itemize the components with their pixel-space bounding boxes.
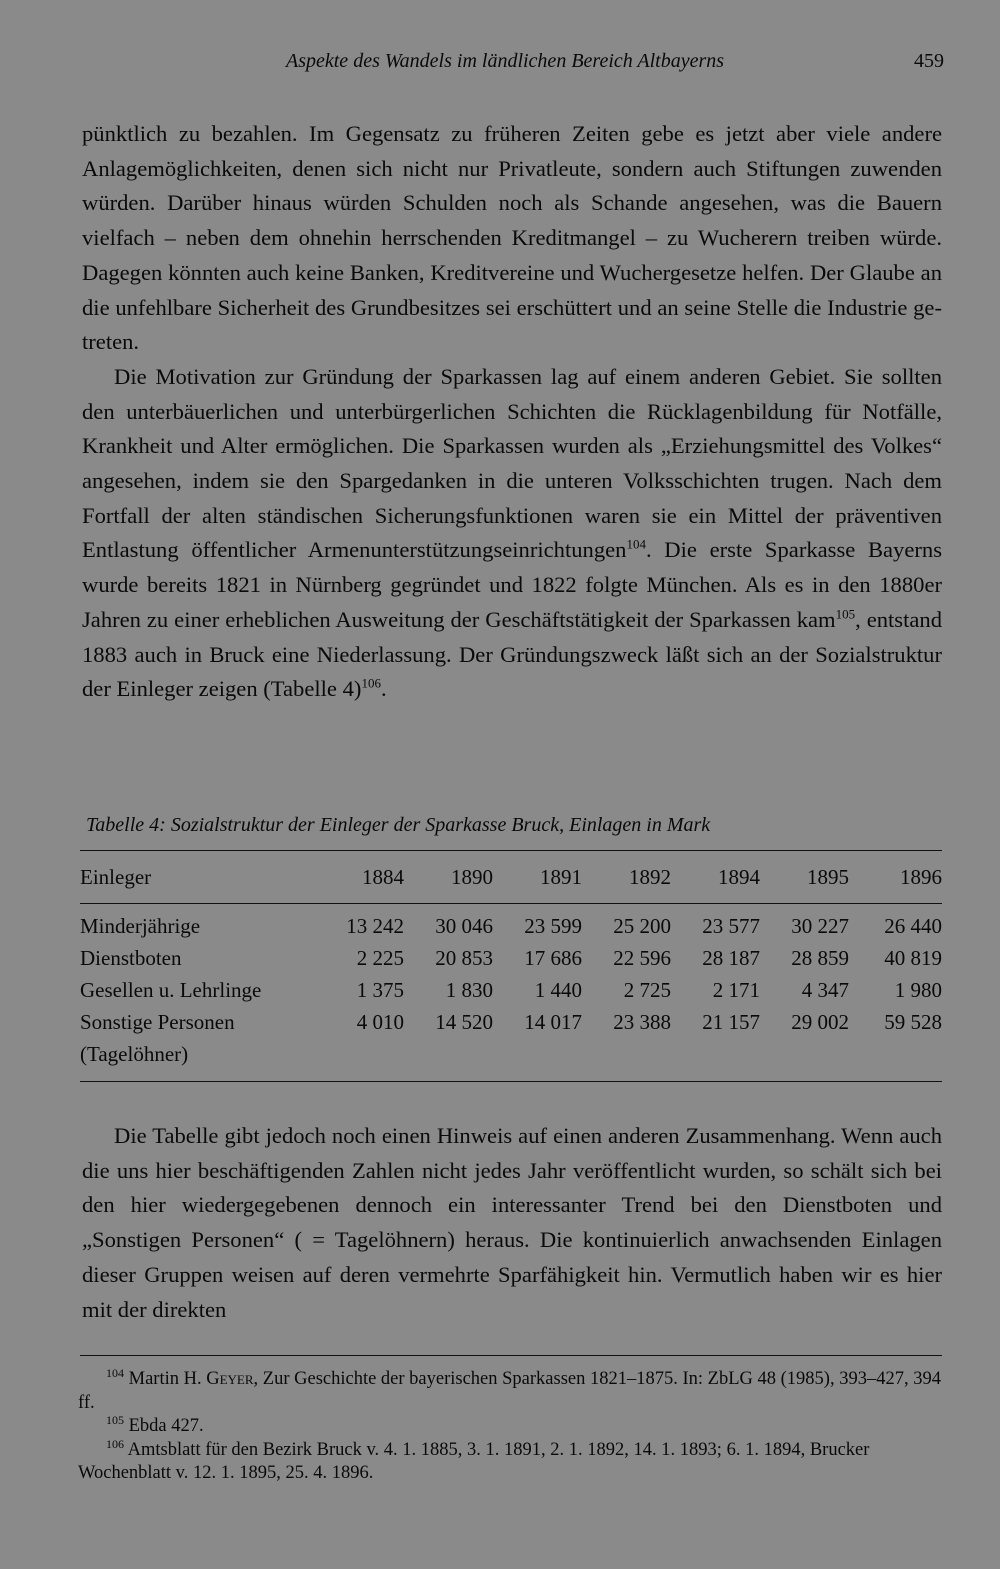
footnote-104 bbox=[78, 1365, 942, 1415]
table-cell: 2 171 bbox=[712, 978, 760, 1002]
footnote-text: Amtsblatt für den Bezirk Bruck v. 4. 1. 1885, 3. 1. 1891, 2. 1. 1892, 14. 1. 1893; 6. 1. 1894, Brucker Wochenblatt v. 12. 1. 1895, 25. 4. 1896. bbox=[78, 1439, 870, 1483]
table-cell: 40 819 bbox=[884, 946, 942, 970]
table-cell: 14 017 bbox=[524, 1010, 582, 1034]
table-cell: 23 388 bbox=[613, 1010, 671, 1034]
table-header bbox=[80, 859, 942, 895]
table-cell bbox=[315, 1042, 404, 1074]
year-header: 1895 bbox=[807, 864, 849, 889]
paragraph-3: Die Tabelle gibt jedoch noch einen Hinweis auf einen anderen Zusammenhang. Wenn auch die uns hier beschäftigenden Zahlen nicht jedes Jahr veröffentlicht wurden, so schält sich bei den hier wiedergegebenen dennoch ein interessanter Trend bei den Dienstboten und „Sonstigen Personen“ ( = Tagelöhnern) heraus. Die kontinuierlich anwachsenden Einlagen dieser Gruppen weisen auf deren vermehrte Sparfähigkeit hin. Vermutlich haben wir es hier mit der direkten bbox=[82, 1123, 942, 1322]
table-cell bbox=[493, 1042, 582, 1074]
table-cell bbox=[849, 1042, 942, 1074]
row-label: Dienstboten bbox=[80, 946, 182, 970]
table-cell bbox=[760, 1042, 849, 1074]
table-cell bbox=[582, 1042, 671, 1074]
table-body bbox=[80, 914, 942, 1074]
row-label: Minderjährige bbox=[80, 914, 201, 938]
table-cell: 1 830 bbox=[445, 978, 493, 1002]
body-text-upper bbox=[82, 117, 942, 707]
table-cell: 21 157 bbox=[702, 1010, 760, 1034]
footnote-number: 104 bbox=[106, 1365, 124, 1380]
page-number: 459 bbox=[914, 50, 944, 72]
footnote-ref-105: 105 bbox=[835, 606, 856, 622]
paragraph-2-part-b: . Die erste Sparkasse Bayerns wurde bereits 1821 in Nürnberg gegründet und 1822 folgte München. Als es in den 1880er Jahren zu einer erheblichen Ausweitung der Geschäftstätigkeit der Sparkassen kam bbox=[82, 537, 942, 632]
footnote-author-first: Martin H. bbox=[128, 1369, 202, 1389]
year-header: 1894 bbox=[718, 864, 760, 889]
row-label: (Tagelöhner) bbox=[80, 1042, 189, 1066]
footnote-separator bbox=[80, 1355, 942, 1356]
footnote-105 bbox=[78, 1412, 942, 1439]
table-cell: 4 347 bbox=[801, 978, 849, 1002]
table-cell: 23 599 bbox=[524, 914, 582, 938]
running-title: Aspekte des Wandels im ländlichen Bereich Altbayerns bbox=[286, 50, 725, 72]
footnote-number: 106 bbox=[106, 1436, 124, 1451]
footnote-ref-106: 106 bbox=[361, 675, 381, 691]
table-cell: 28 187 bbox=[702, 946, 760, 970]
table-cell: 25 200 bbox=[613, 914, 671, 938]
table-cell: 1 440 bbox=[534, 978, 582, 1002]
table-cell bbox=[671, 1042, 760, 1074]
table-rule-top bbox=[80, 850, 942, 851]
table-caption: Tabelle 4: Sozialstruktur der Einleger der Sparkasse Bruck, Einlagen in Mark bbox=[86, 814, 711, 836]
table-cell: 29 002 bbox=[791, 1010, 849, 1034]
footnote-author-last: Geyer bbox=[206, 1369, 254, 1389]
table-rule-header bbox=[80, 903, 942, 904]
table-row bbox=[80, 914, 942, 946]
table-row bbox=[80, 1042, 942, 1074]
table-cell: 4 010 bbox=[356, 1010, 404, 1034]
paragraph-1: pünktlich zu bezahlen. Im Gegensatz zu früheren Zeiten gebe es jetzt aber viele andere Anlagemöglichkeiten, denen sich nicht nur Privatleute, sondern auch Stiftungen zuwenden würden. Darüber hinaus würden Schulden noch als Schande angesehen, was die Bauern vielfach – neben dem ohnehin herrschenden Kreditmangel – zu Wucherern treiben würde. Dagegen könnten auch keine Banken, Kreditvereine und Wuchergesetze helfen. Der Glaube an die unfehlbare Sicherheit des Grundbesitzes sei erschüttert und an seine Stelle die Industrie getreten. bbox=[82, 121, 942, 355]
table-cell: 26 440 bbox=[884, 914, 942, 938]
footnotes bbox=[78, 1365, 942, 1486]
table-cell: 59 528 bbox=[884, 1010, 942, 1034]
table-cell: 1 980 bbox=[894, 978, 942, 1002]
table-cell: 30 227 bbox=[791, 914, 849, 938]
footnote-ref-104: 104 bbox=[626, 536, 646, 552]
year-header: 1890 bbox=[451, 864, 493, 889]
paragraph-2 bbox=[82, 360, 942, 707]
year-header: 1896 bbox=[900, 864, 942, 889]
header-label: Einleger bbox=[80, 864, 152, 889]
table-row bbox=[80, 978, 942, 1010]
table-cell: 30 046 bbox=[435, 914, 493, 938]
table-cell: 13 242 bbox=[346, 914, 404, 938]
table-cell: 23 577 bbox=[702, 914, 760, 938]
table-cell: 14 520 bbox=[435, 1010, 493, 1034]
table-rule-bottom bbox=[80, 1081, 942, 1082]
body-text-lower bbox=[82, 1119, 942, 1327]
table-cell: 28 859 bbox=[791, 946, 849, 970]
footnote-text: Ebda 427. bbox=[128, 1416, 204, 1436]
running-header bbox=[82, 50, 944, 82]
table-cell: 20 853 bbox=[435, 946, 493, 970]
year-header: 1892 bbox=[629, 864, 671, 889]
table-cell: 17 686 bbox=[524, 946, 582, 970]
table-row bbox=[80, 1010, 942, 1042]
table-cell: 22 596 bbox=[613, 946, 671, 970]
row-label: Sonstige Personen bbox=[80, 1010, 235, 1034]
footnote-text: , Zur Geschichte der bayerischen Sparkassen 1821–1875. In: ZbLG 48 (1985), 393–427, 394 ff. bbox=[78, 1369, 941, 1413]
table-cell: 1 375 bbox=[356, 978, 404, 1002]
year-header: 1884 bbox=[362, 864, 404, 889]
year-header: 1891 bbox=[540, 864, 582, 889]
table-row bbox=[80, 946, 942, 978]
footnote-number: 105 bbox=[106, 1412, 124, 1427]
table-cell bbox=[404, 1042, 493, 1074]
footnote-106 bbox=[78, 1436, 942, 1486]
paragraph-2-part-a: Die Motivation zur Gründung der Sparkassen lag auf einem anderen Gebiet. Sie sollten den unterbäuerlichen und unterbürgerlichen Schichten die Rücklagenbildung für Notfälle, Krankheit und Alter ermöglichen. Die Sparkassen wurden als „Erziehungsmittel des Volkes“ angesehen, indem sie den Spargedanken in die unteren Volksschichten trugen. Nach dem Fortfall der alten ständischen Sicherungsfunktionen waren sie ein Mittel der präventiven Entlastung öffentlicher Armenunterstützungseinrichtungen bbox=[82, 363, 942, 563]
table-cell: 2 725 bbox=[623, 978, 671, 1002]
paragraph-2-part-d: . bbox=[380, 676, 387, 702]
paragraph-2-part-c: , entstand 1883 auch in Bruck eine Niederlassung. Der Gründungszweck läßt sich an der Sozialstruktur der Einleger zeigen (Tabelle 4) bbox=[82, 606, 942, 702]
table-header-row bbox=[80, 859, 942, 895]
row-label: Gesellen u. Lehrlinge bbox=[80, 978, 262, 1002]
table-cell: 2 225 bbox=[356, 946, 404, 970]
